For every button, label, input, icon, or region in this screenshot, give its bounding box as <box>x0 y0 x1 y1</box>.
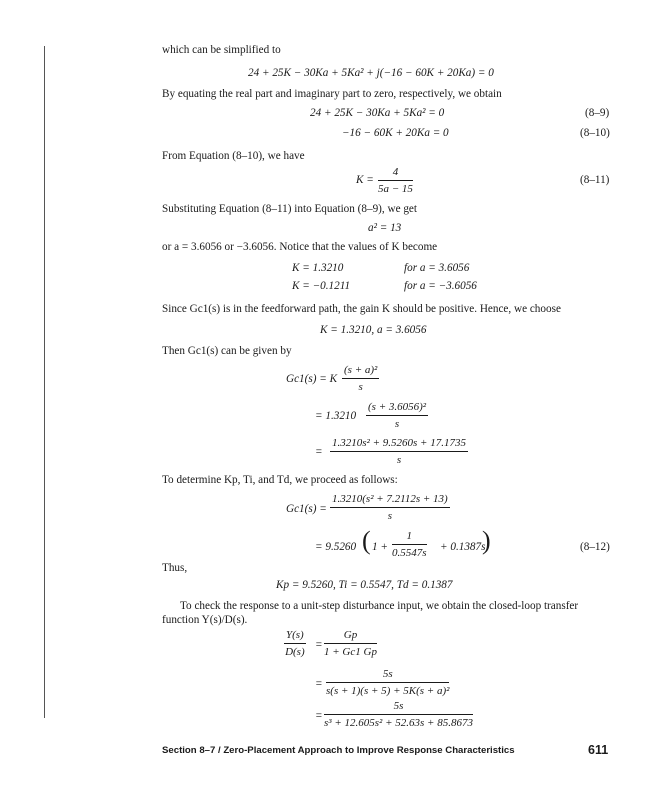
equation: = <box>315 678 323 690</box>
equation: K = <box>356 174 374 186</box>
fraction <box>324 700 473 730</box>
numerator: (s + 3.6056)² <box>366 401 428 416</box>
denominator: s³ + 12.605s² + 52.63s + 85.8673 <box>324 717 473 729</box>
right-paren-icon: ) <box>482 526 491 555</box>
equation: for a = 3.6056 <box>404 262 470 274</box>
denominator: 0.5547s <box>392 547 427 559</box>
equation: + 0.1387s <box>440 541 486 553</box>
equation: K = 1.3210, a = 3.6056 <box>320 324 427 336</box>
equation: K = −0.1211 <box>292 280 351 292</box>
text-line: To check the response to a unit-step disturbance input, we obtain the closed-loop transfer <box>180 600 579 612</box>
text-line: which can be simplified to <box>162 44 281 56</box>
numerator: 1 <box>392 530 427 545</box>
fraction <box>366 401 428 431</box>
denominator: s <box>396 454 402 466</box>
equation: = 1.3210 <box>315 410 357 422</box>
numerator: Gp <box>324 629 377 644</box>
numerator: 5s <box>326 668 449 683</box>
margin-rule <box>44 46 45 718</box>
equation: 24 + 25K − 30Ka + 5Ka² + j(−16 − 60K + 20Ka) = 0 <box>248 67 494 79</box>
text-line: By equating the real part and imaginary part to zero, respectively, we obtain <box>162 88 502 100</box>
equation: 1 + <box>372 541 388 553</box>
equation: a² = 13 <box>368 222 402 234</box>
denominator: 1 + Gc1 Gp <box>324 646 377 658</box>
page-number: 611 <box>588 743 609 757</box>
fraction <box>342 364 379 394</box>
text-line: or a = 3.6056 or −3.6056. Notice that the values of K become <box>162 241 438 253</box>
numerator: 1.3210s² + 9.5260s + 17.1735 <box>330 437 468 452</box>
numerator: 1.3210(s² + 7.2112s + 13) <box>330 493 450 508</box>
equation-number: (8–10) <box>580 127 610 139</box>
fraction <box>324 629 377 659</box>
denominator: s(s + 1)(s + 5) + 5K(s + a)² <box>326 685 450 697</box>
text-line: Since Gc1(s) is in the feedforward path, the gain K should be positive. Hence, we choose <box>162 303 561 315</box>
fraction <box>330 493 450 523</box>
equation: = <box>315 446 323 458</box>
denominator: D(s) <box>285 646 305 658</box>
numerator: 5s <box>324 700 473 715</box>
left-paren-icon: ( <box>362 526 371 555</box>
equation: = 9.5260 <box>315 541 357 553</box>
equation: K = 1.3210 <box>292 262 344 274</box>
denominator: s <box>387 510 392 522</box>
fraction <box>326 668 449 698</box>
numerator: 4 <box>378 166 413 181</box>
fraction <box>378 166 413 196</box>
fraction <box>330 437 468 467</box>
running-footer: Section 8–7 / Zero-Placement Approach to Improve Response Characteristics <box>162 745 515 756</box>
text-line: function Y(s)/D(s). <box>162 614 248 626</box>
equation-number: (8–11) <box>580 174 610 186</box>
numerator: (s + a)² <box>342 364 379 379</box>
equation: −16 − 60K + 20Ka = 0 <box>342 127 449 139</box>
equation: Gc1(s) = <box>286 503 327 515</box>
equation-number: (8–12) <box>580 541 610 553</box>
numerator: Y(s) <box>284 629 306 644</box>
equation-number: (8–9) <box>585 107 610 119</box>
text-line: From Equation (8–10), we have <box>162 150 305 162</box>
equation: = <box>315 710 323 722</box>
equation: = <box>315 639 323 651</box>
text-line: Substituting Equation (8–11) into Equation (8–9), we get <box>162 203 418 215</box>
equation: for a = −3.6056 <box>404 280 477 292</box>
fraction <box>284 629 306 659</box>
equation: Kp = 9.5260, Ti = 0.5547, Td = 0.1387 <box>276 579 453 591</box>
equation: 24 + 25K − 30Ka + 5Ka² = 0 <box>310 107 445 119</box>
text-line: Then Gc1(s) can be given by <box>162 345 292 357</box>
fraction <box>392 530 427 560</box>
denominator: s <box>358 381 363 393</box>
text-line: Thus, <box>162 562 188 574</box>
denominator: s <box>394 418 400 430</box>
equation: Gc1(s) = K <box>286 373 338 385</box>
denominator: 5a − 15 <box>378 183 413 195</box>
text-line: To determine Kp, Ti, and Td, we proceed as follows: <box>162 474 398 486</box>
